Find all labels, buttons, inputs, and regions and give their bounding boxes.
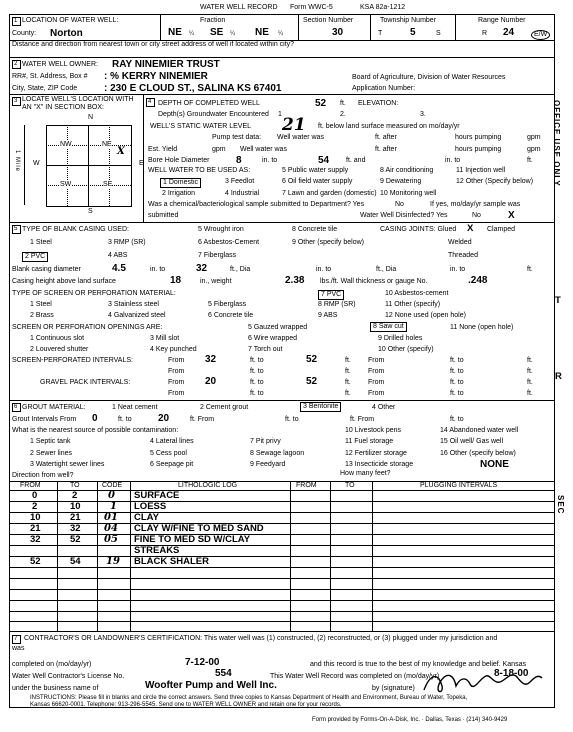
casing-depth: 32 [196, 263, 208, 274]
section-number-value: 30 [332, 27, 344, 38]
use-label: WELL WATER TO BE USED AS: [148, 167, 251, 174]
screen-pvc-selected: 7 PVC [318, 290, 344, 300]
use-domestic-selected: 1 Domestic [160, 178, 201, 188]
screen-from: 32 [205, 354, 217, 365]
business-name: Woofter Pump and Well Inc. [145, 680, 277, 691]
table-row-cell: 10 [30, 512, 41, 523]
casing-height: 18 [170, 275, 182, 286]
table-row-cell: 52 [70, 534, 81, 545]
table-row-cell: 1 [110, 501, 117, 512]
table-row-cell: 2 [32, 501, 38, 512]
log-header-plugging: PLUGGING INTERVALS [420, 482, 498, 489]
city-label: City, State, ZIP Code [12, 85, 78, 92]
water-well-record-form: WATER WELL RECORD Form WWC-5 KSA 82a-1212 1 LOCATION OF WATER WELL: County: Norton Fraction NE ¼ SE ¼ NE ¼ Section Number 30 Township Number T 5 S Range Number R 24 E/W Distance and direction from nearest town or city street address of well if located within city? 2 WATER WELL OWNER: RAY NINEMIER TRUST RR#, St. Address, Box # : % KERRY NINEMIER City, State, ZIP Code : 230 E CLOUD ST., SALINA KS 67401 Board of Agriculture, Division of Water Resources Application Number: 3 LOCATE WELL'S LOCATION WITH AN "X" IN SECTION BOX: N S W E 1 Mile NW NE SW SE X 4 DEPTH OF COMPLETED WELL 52 ft. ELEVATION: Depth(s) Groundwater Encountered 1 2. 3. WELL'S STATIC WATER LEVEL 21 ft. below land surface measured on mo/day/yr Pump test data: Well water was ft. after hours pumping gpm Est. Yield gpm Well water was ft. after hours pumping gpm Bore Hole Diameter 8 in. to 54 ft. and in. to ft. WELL WATER TO BE USED AS: 1 Domestic 3 Feedlot 5 Public water supply 8 Air conditioning 11 Injection well 2 Irrigation 4 Industrial 6 Oil field water supply 9 Dewatering 12 Other (Specify below) 7 Lawn and garden (domestic) 10 Monitoring well Was a chemical/bacteriological sample submitted to Department? Yes No If yes, mo/day/yr sample was submitted Water Well Disinfected? Yes No X OFFICE USE ONLY 5 TYPE OF BLANK CASING USED: 1 Steel 3 RMP (SR) 5 Wrought iron 6 Asbestos-Cement 8 Concrete tile 9 Other (specify below) 2 PVC 4 ABS 7 Fiberglass CASING JOINTS: Glued X Clamped Welded Threaded Blank casing diameter 4.5 in. to 32 ft., Dia in. to ft., Dia in. to ft. Casing height above land surface 18 in., weight 2.38 lbs./ft. Wall thickness or gauge No. .248 TYPE OF SCREEN OR PERFORATION MATERIAL: 1 Steel 3 Stainless steel 5 Fiberglass 7 PVC 10 Asbestos-cement 2 Brass 4 Galvanized steel 6 Concrete tile 8 RMP (SR) 9 ABS 11 Other (specify) 12 None used (open hole) SCREEN OR PERFORATION OPENINGS ARE: 5 Gauzed wrapped 8 Saw cut 11 None (open hole) 1 Continuous slot 3 Mill slot 6 Wire wrapped 9 Drilled holes 2 Louvered shutter 4 Key punched 7 Torch out 10 Other (specify) SCREEN-PERFORATED INTERVALS: From 32 ft. to 52 ft. From ft. to ft. From ft. to ft. From ft. to ft. GRAVEL PACK INTERVALS: From 20 ft. to 52 ft. From ft. to ft. From ft. to ft. From ft. to ft. T R 6 GROUT MATERIAL: 1 Neat cement 2 Cement grout 3 Bentonite 4 Other Grout Intervals From 0 ft. to 20 ft. From ft. to ft. From ft. to What is the nearest source of possible contamination: 1 Septic tank 4 Lateral lines 7 Pit privy 10 Livestock pens 14 Abandoned water well 2 Sewer lines 5 Cess pool 8 Sewage lagoon 11 Fuel storage 15 Oil well/ Gas well 3 Watertight sewer lines 6 Seepage pit 9 Feedyard 12 Fertilizer storage 13 Insecticide storage 16 Other (specify below) NONE Direction from well? How many feet? FROM TO CODE LITHOLOGIC LOG FROM TO PLUGGING INTERVALS 0 2 0 SURFACE 2 10 1 LOESS 10 21 01 CLAY 21 32 04 CLAY W/FINE TO MED SAND 32 52 05 FINE TO MED SD W/CLAY STREAKS 52 54 19 BLACK SHALER SEC 7 CONTRACTOR'S OR LANDOWNER'S CERTIFICATION: This water well was (1) constructed, (2) reconstructed, or (3) plugged under my jurisdiction and was completed on (mo/day/yr) 7-12-00 and this record is true to the best of my knowledge and belief. Kansas Water Well Contractor's License No. 554 This Water Well Record was completed on (mo/day/yr) 8-18-00 under the business name of Woofter Pump and Well Inc. by (signature) INSTRUCTIONS: Please fill in blanks and circle the correct answers. Send three copies to Kansas Department of Health and Environment, Bureau of Water, Topeka, Kansas 66620-0001. Telephone: 913-296-5545. Send one to WATER WELL OWNER and retain one for your records. Form provided by Forms-On-A-Disk, Inc. · Dallas, Texas · (214) 340-9429 [0, 0, 573, 732]
table-row-cell: 32 [70, 523, 81, 534]
table-row-cell: 54 [70, 556, 81, 567]
table-row-cell: 2 [72, 490, 78, 501]
joints-glued-x: X [467, 223, 474, 234]
range-ew-circle: E/W [531, 30, 550, 40]
range-label: Range Number [478, 17, 526, 24]
locate-title-2: AN "X" IN SECTION BOX: [22, 104, 104, 111]
form-number: Form WWC-5 [290, 4, 333, 11]
range-value: 24 [503, 27, 515, 38]
table-row-cell: 52 [30, 556, 41, 567]
address-value: : % KERRY NINEMIER [104, 71, 208, 82]
township-value: 5 [410, 27, 416, 38]
wall-thickness: .248 [468, 275, 488, 286]
well-location-x: X [117, 146, 125, 157]
log-header-to: TO [70, 482, 80, 489]
log-header-from: FROM [20, 482, 41, 489]
table-row-cell: STREAKS [134, 545, 180, 556]
fraction-q3: NE [255, 27, 269, 38]
office-use-only: OFFICE USE ONLY [552, 100, 561, 187]
saw-cut-selected: 8 Saw cut [370, 322, 407, 332]
table-row-cell: FINE TO MED SD W/CLAY [134, 534, 251, 545]
township-label: Township Number [380, 17, 437, 24]
table-row-cell: CLAY W/FINE TO MED SAND [134, 523, 264, 534]
form-title: WATER WELL RECORD [200, 4, 278, 11]
county-value: Norton [50, 28, 83, 39]
table-row-cell: 04 [104, 523, 118, 534]
bore-label: Bore Hole Diameter [148, 157, 210, 164]
grout-label: GROUT MATERIAL: [22, 404, 86, 411]
owner-label: WATER WELL OWNER: [22, 61, 98, 68]
table-row-cell: SURFACE [134, 490, 180, 501]
fraction-q1: NE [168, 27, 182, 38]
table-row-cell: 0 [32, 490, 38, 501]
distance-label: Distance and direction from nearest town or city street address of well if located within city? [12, 41, 295, 48]
footer-credit: Form provided by Forms-On-A-Disk, Inc. · Dallas, Texas · (214) 340-9429 [312, 717, 508, 723]
table-row-cell: 21 [70, 512, 81, 523]
casing-pvc-selected: 2 PVC [22, 252, 48, 262]
grout-from: 0 [92, 413, 98, 424]
elevation-label: ELEVATION: [358, 100, 399, 107]
casing-diameter: 4.5 [112, 263, 126, 274]
table-row-cell: 32 [30, 534, 41, 545]
gravel-from: 20 [205, 376, 217, 387]
section-1-number: 1 [12, 17, 21, 26]
gravel-to: 52 [306, 376, 318, 387]
depth-value: 52 [315, 98, 327, 109]
grout-to: 20 [158, 413, 170, 424]
static-level-value: 21 [282, 115, 306, 135]
locate-title-1: LOCATE WELL'S LOCATION WITH [22, 96, 134, 103]
city-value: : 230 E CLOUD ST., SALINA KS 67401 [104, 83, 282, 94]
board-label: Board of Agriculture, Division of Water Resources [352, 74, 506, 81]
contamination-none: NONE [480, 459, 509, 470]
screen-to: 52 [306, 354, 318, 365]
county-label: County: [12, 30, 37, 37]
table-row-cell: 05 [104, 534, 118, 545]
groundwater-label: Depth(s) Groundwater Encountered [158, 111, 269, 118]
grout-bentonite-selected: 3 Bentonite [300, 402, 341, 412]
address-label: RR#, St. Address, Box # [12, 73, 88, 80]
section-number-label: Section Number [303, 17, 354, 24]
section-grid [46, 125, 132, 207]
log-header-plug-to: TO [345, 482, 355, 489]
table-row-cell: 21 [30, 523, 41, 534]
table-row-cell: 01 [104, 512, 118, 523]
log-header-plug-from: FROM [296, 482, 317, 489]
bore-depth: 54 [318, 155, 330, 166]
table-row-cell: CLAY [134, 512, 159, 523]
sec-label: SEC [556, 495, 565, 515]
log-header-code: CODE [102, 482, 123, 489]
static-level-label: WELL'S STATIC WATER LEVEL [150, 123, 252, 130]
signature-mark [420, 668, 545, 698]
bore-diameter: 8 [236, 155, 242, 166]
table-row-cell: 19 [106, 556, 120, 567]
license-number: 554 [215, 668, 232, 679]
record-date: 8-18-00 [494, 668, 529, 679]
log-header-lithologic: LITHOLOGIC LOG [178, 482, 238, 489]
table-row-cell: 10 [70, 501, 81, 512]
fraction-label: Fraction [200, 17, 226, 24]
fraction-q2: SE [210, 27, 224, 38]
table-row-cell: LOESS [134, 501, 167, 512]
application-label: Application Number: [352, 85, 416, 92]
disinfected-no-x: X [508, 210, 515, 221]
casing-weight: 2.38 [285, 275, 305, 286]
depth-label: DEPTH OF COMPLETED WELL [158, 100, 260, 107]
ksa-reference: KSA 82a-1212 [360, 4, 406, 11]
completed-date: 7-12-00 [185, 657, 220, 668]
table-row-cell: 0 [108, 490, 115, 501]
location-label: LOCATION OF WATER WELL: [22, 17, 119, 24]
owner-value: RAY NINEMIER TRUST [112, 59, 220, 70]
certification-text: CONTRACTOR'S OR LANDOWNER'S CERTIFICATION: This water well was (1) constructed, (2) reconstructed, or (3) plugged under my jurisdiction and [24, 635, 498, 642]
table-row-cell: BLACK SHALER [134, 556, 209, 567]
casing-label: TYPE OF BLANK CASING USED: [22, 226, 129, 233]
